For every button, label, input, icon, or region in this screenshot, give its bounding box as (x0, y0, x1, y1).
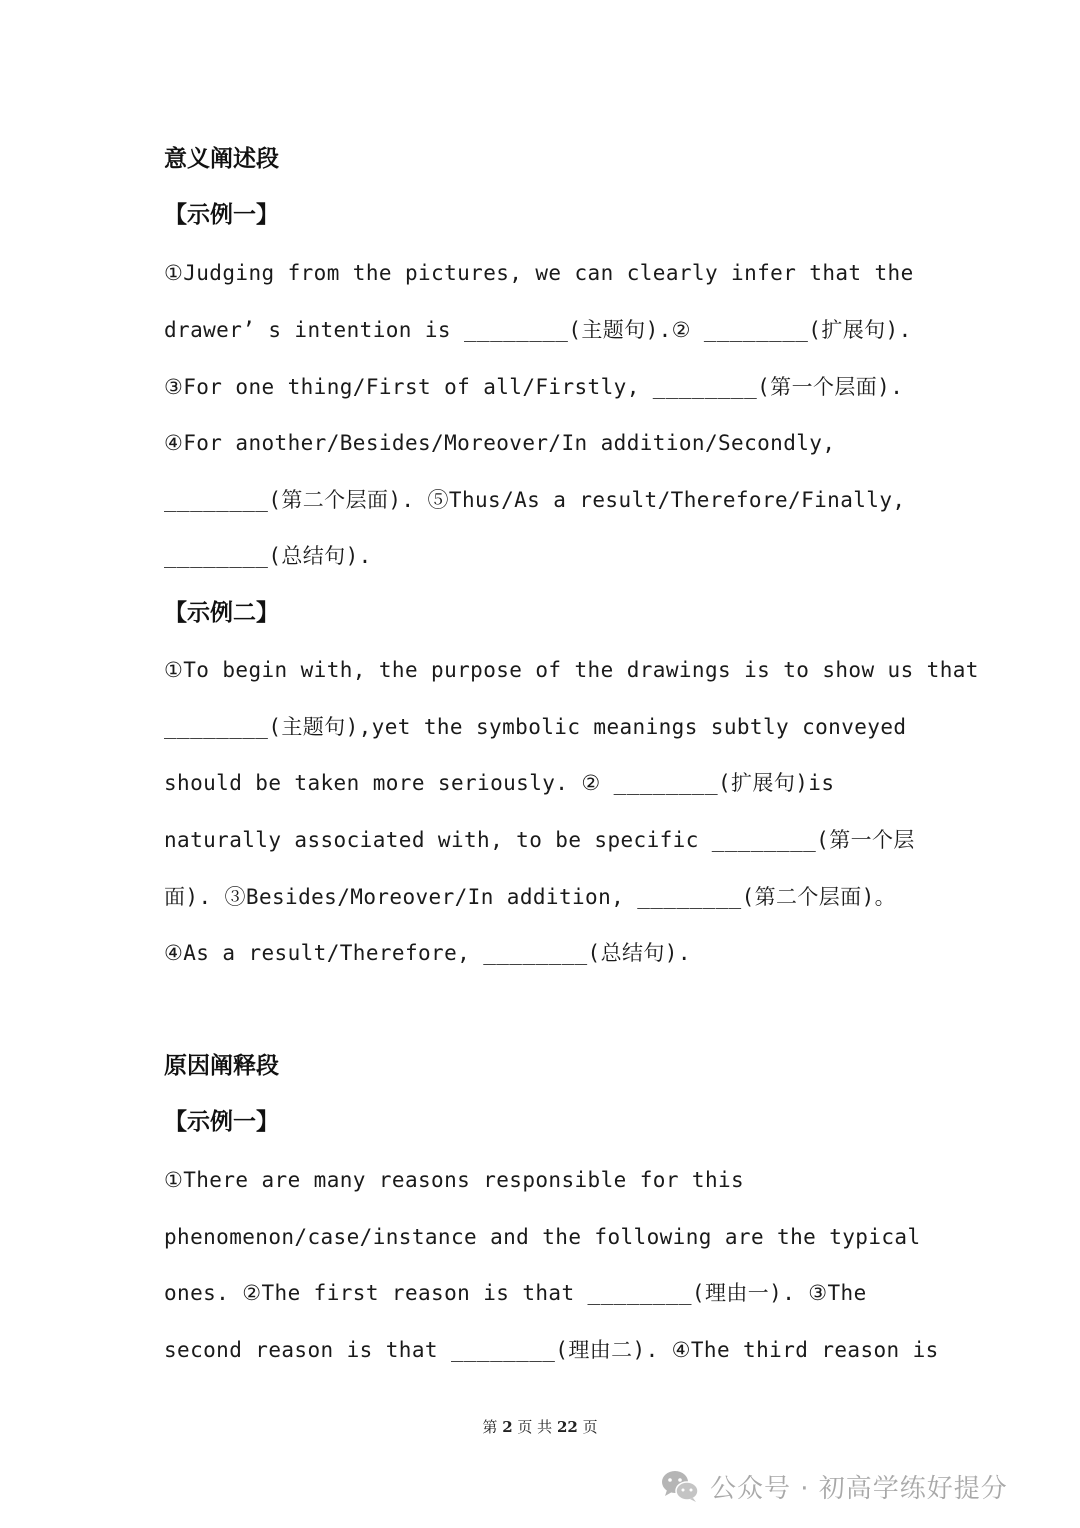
section-title: 意义阐述段 (164, 145, 279, 172)
page-footer (0, 1416, 1080, 1437)
current-page-number: 2 (502, 1418, 513, 1436)
footer-suffix: 页 (577, 1418, 598, 1436)
paragraph-line: phenomenon/case/instance and the following are the typical (164, 1225, 921, 1249)
paragraph-line: drawer’ s intention is ________(主题句).② ________(扩展句). (164, 318, 912, 342)
paragraph-line: ①To begin with, the purpose of the drawings is to show us that (164, 658, 979, 682)
example-label: 【示例二】 (164, 599, 279, 626)
wechat-icon (660, 1468, 700, 1504)
paragraph-line: ④As a result/Therefore, ________(总结句). (164, 941, 691, 965)
example-label: 【示例一】 (164, 201, 279, 228)
footer-middle: 页 共 (512, 1418, 557, 1436)
watermark-text: 公众号 · 初高学练好提分 (710, 1473, 1008, 1504)
footer-prefix: 第 (482, 1418, 503, 1436)
paragraph-line: ①Judging from the pictures, we can clearly infer that the (164, 261, 914, 285)
paragraph-line: second reason is that ________(理由二). ④The third reason is (164, 1338, 939, 1362)
paragraph-line: ones. ②The first reason is that ________(理由一). ③The (164, 1281, 867, 1305)
total-page-count: 22 (556, 1418, 578, 1436)
paragraph-line: ________(主题句),yet the symbolic meanings subtly conveyed (164, 715, 907, 739)
paragraph-line: 面). ③Besides/Moreover/In addition, ________(第二个层面)。 (164, 885, 897, 909)
paragraph-line: should be taken more seriously. ② ________(扩展句)is (164, 771, 835, 795)
paragraph-line: ③For one thing/First of all/Firstly, ________(第一个层面). (164, 375, 904, 399)
paragraph-line: ④For another/Besides/Moreover/In addition/Secondly, (164, 431, 836, 455)
paragraph-line: naturally associated with, to be specific ________(第一个层 (164, 828, 915, 852)
paragraph-line: ________(总结句). (164, 544, 372, 568)
section-title: 原因阐释段 (164, 1052, 279, 1079)
paragraph-line: ①There are many reasons responsible for this (164, 1168, 745, 1192)
watermark (660, 1466, 1008, 1506)
example-label: 【示例一】 (164, 1108, 279, 1135)
paragraph-line: ________(第二个层面). ⑤Thus/As a result/Therefore/Finally, (164, 488, 906, 512)
